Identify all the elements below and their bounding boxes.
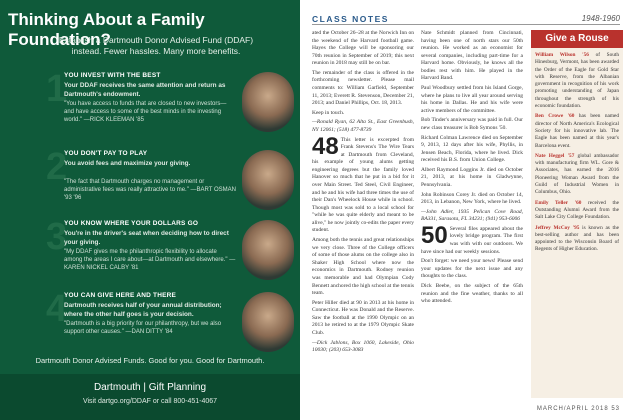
note-paragraph: Keep in touch. bbox=[312, 109, 345, 116]
class-years: 1948-1960 bbox=[581, 14, 620, 23]
benefit-quote: "My DDAF gives me the philanthropic flexibility to allocate among the areas I care about—at Dartmouth and elsewhere." —KAREN NICKEL CALBY '81 bbox=[64, 249, 236, 272]
class-year-number: 50 bbox=[421, 221, 448, 249]
benefit-number: 4 bbox=[46, 288, 68, 330]
note-paragraph: Several files appeared about the lovely bridge program. The first was with with our outdoors. We have since had our weekly sessions. bbox=[421, 225, 523, 255]
benefit-summary: You avoid fees and maximize your giving. bbox=[64, 160, 191, 167]
honoree-text: has been named director of North America's Ecological Society for his innovative lab. The Eagle has been named at this year's Barcelona event. bbox=[535, 113, 620, 149]
note-paragraph: Albert Raymond Loggins Jr. died on October 21, 2013, at his home in Gladwynne, Pennsylvania. bbox=[421, 166, 523, 188]
benefit-number: 2 bbox=[46, 146, 68, 188]
ad-tagline: Dartmouth Donor Advised Funds. Good for you. Good for Dartmouth. bbox=[35, 356, 265, 365]
benefit-heading: YOU DON'T PAY TO PLAY bbox=[64, 150, 148, 157]
class-notes-column-2 bbox=[421, 30, 523, 308]
sidebar-body bbox=[535, 52, 619, 257]
alumnus-portrait bbox=[242, 72, 294, 132]
note-paragraph: Paul Woodbury settled from his Island Gorge, where he plans to live all year around serving his home in Dallas. He and his wife were active members of the committee. bbox=[421, 85, 523, 114]
honoree-name: Nate Heggel '57 bbox=[535, 152, 575, 159]
alumnus-portrait bbox=[242, 220, 294, 280]
alumnus-portrait bbox=[242, 292, 294, 352]
note-paragraph: Dick Beebe, on the subject of the 65th reunion and the fine weather, thanks to all who attended. bbox=[421, 282, 523, 305]
honoree-text: is known as the best-selling author and has been appointed to the Wisconsin Board of Regents of Higher Education. bbox=[535, 224, 620, 253]
benefit-quote: "Dartmouth is a big priority for our philanthropy, but we also support other causes." —DAN DITTY '84 bbox=[64, 321, 222, 336]
honoree-name: Emily Teller '60 bbox=[535, 199, 582, 206]
benefit-heading: YOU INVEST WITH THE BEST bbox=[64, 72, 161, 79]
benefit-summary: Dartmouth receives half of your annual distribution; where the other half goes is your decision. bbox=[64, 302, 222, 318]
ad-subtitle: Establish a Dartmouth Donor Advised Fund (DDAF) instead. Fewer hassles. Many more benefits. bbox=[58, 35, 254, 57]
benefit-heading: YOU CAN GIVE HERE AND THERE bbox=[64, 292, 177, 299]
ad-benefit-3 bbox=[0, 218, 300, 296]
note-paragraph: Among both the tennis and great relationships we very close. Three of the College officers of some of those alums on the college also in Shaker High School where now the economics in Dartmouth. Rodney reunion was memorable and had Olympian Cody Bennett anchored the high school at the tennis team. bbox=[312, 237, 414, 297]
note-paragraph: Richard Colman Lawrence died on September 9, 2013, 12 days after his wife, Phyllis, in Jensen Beach, Florida, where he lived. Dick received his B.S. from Union College. bbox=[421, 134, 523, 164]
benefit-summary: Your DDAF receives the same attention and return as Dartmouth's endowment. bbox=[64, 82, 226, 98]
honoree-text: received the Outstanding Alumni Award from the Salt Lake City College Foundation. bbox=[535, 199, 619, 221]
give-a-rouse-sidebar bbox=[531, 30, 623, 398]
benefit-summary: You're in the driver's seat when deciding how to direct your giving. bbox=[64, 230, 229, 246]
benefit-number: 1 bbox=[46, 68, 68, 110]
note-paragraph: Peter Hiller died at 90 in 2013 at his home in Connecticut. He was Donald and the Reserve. Saw the football at the 1990 Olympic on an 2013 he retired to at the 1979 Olympic Skate Club. bbox=[312, 299, 414, 336]
benefit-number: 3 bbox=[46, 216, 68, 258]
class-notes-column-1 bbox=[312, 30, 414, 357]
ad-benefit-1 bbox=[0, 70, 300, 148]
section-title: CLASS NOTES bbox=[312, 14, 389, 24]
benefit-quote: "The fact that Dartmouth charges no management or administrative fees was really attractive to me." —BART OSMAN '93 '96 bbox=[64, 179, 236, 202]
honoree-name: William Wilson '56 bbox=[535, 52, 589, 58]
note-signature: —John Adler, 1935 Pelican Cove Road, BA331, Sarasota, FL 34231; (941) 953-6006 bbox=[421, 208, 523, 223]
ad-contact-link[interactable]: Visit dartgo.org/DDAF or call 800-451-4067 bbox=[82, 398, 218, 405]
benefit-quote: "You have access to funds that are closed to new investors—and have access to some of the best minds in the investing world." —RICK KLEEMAN '85 bbox=[64, 101, 227, 124]
honoree-text: of South Hinesburg, Vermont, has been awarded the Order of the Eagle for Gold Star with Reserve, from the Albanian government in recognition of his work promoting understanding of Japan throughout the strength of his economic foundation. bbox=[535, 52, 619, 110]
honoree-text: global ambassador with manufacturing firm WL. Gore & Associates, has earned the 2016 Pioneering Woman Award from the Guild of Industrial Women in Columbus, Ohio. bbox=[535, 152, 619, 196]
ad-brand: Dartmouth | Gift Planning bbox=[93, 382, 207, 393]
note-paragraph: Don't forget: we need your news! Please send your updates for the next issue and any thoughts to the class. bbox=[421, 258, 523, 280]
ad-contact-band bbox=[0, 374, 300, 420]
note-paragraph: John Robinson Corey Jr. died on October 14, 2013, in Lebanon, New York, where he lived. bbox=[421, 191, 523, 206]
benefit-heading: YOU KNOW WHERE YOUR DOLLARS GO bbox=[64, 220, 199, 227]
ad-title: Thinking About a Family Foundation? bbox=[8, 10, 205, 49]
note-paragraph: Nate Schmidt planned from Cincinnati, having been one of north stars our 50th reunion. He worked as an economist for several companies, including part-time for a Harvard home. Obviously, he knows all the bodies rest with him. He played in the Harvard Band. bbox=[421, 30, 523, 82]
note-paragraph: Bob Tinder's anniversary was paid in full. Our new class treasurer is Bob Symons '50. bbox=[421, 117, 523, 131]
note-signature: —Dick Jablons, Box 1060, Lakeside, Ohio 10030; (203) 653-3083 bbox=[312, 339, 414, 354]
alumnus-portrait bbox=[242, 150, 294, 210]
note-paragraph: This letter is excerpted from Frank Stevens's The Wire Tears at Dartmouth from Cleveland, his example of young alums getting engineering degrees but the family loved Hanover so much that he put in a bid for it over Main Street. Ted Steel, Civil Engineer, and he and his wife had three times the use of their Dan's Wheelock House while in school. Though most was sold to a local school for "while he was quite elderly and meant to be alive," he now jointly co-edits the paper every student. bbox=[312, 136, 414, 234]
honoree-name: Jeffrey McCoy '95 bbox=[535, 224, 580, 231]
donor-fund-advertisement bbox=[0, 0, 300, 420]
sidebar-title: Give a Rouse bbox=[531, 30, 623, 48]
note-paragraph: The remainder of the class is offered in the forthcoming newsletter. Please mail comments to: William Garfield, September 11, 2013; Everett R. Stevenson, December 21, 2013; and Daniel Phillips, Oct. 18, 2013. bbox=[312, 69, 414, 107]
honoree-name: Ben Crowe '60 bbox=[535, 113, 575, 120]
note-paragraph: ated the October 26–28 at the Norwich Inn on the weekend of the Harvard football game. Hayes the College will be sponsoring our 70th reunion in September of 2019; this next reunion in 2018 may still be on bar. bbox=[312, 30, 414, 67]
ad-benefit-2 bbox=[0, 148, 300, 226]
page-folio: MARCH/APRIL 2018 53 bbox=[536, 406, 620, 412]
header-divider bbox=[312, 24, 620, 25]
note-signature: —Ronald Ryan, 62 Alta St., East Greenbush, NY 12061; (518) 477-8739 bbox=[312, 119, 414, 133]
class-year-number: 48 bbox=[312, 132, 339, 160]
